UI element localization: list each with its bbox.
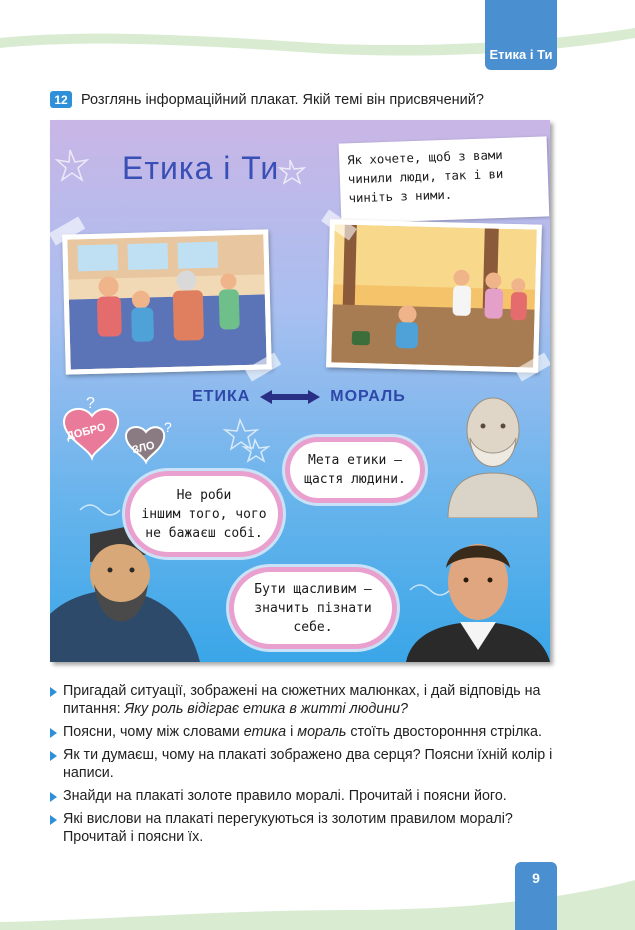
list-item-text: Пригадай ситуації, зображені на сюжетних малюнках, і дай відповідь на питання: bbox=[63, 683, 541, 717]
page-number: 9 bbox=[532, 870, 540, 886]
confucius-quote: Не роби іншим того, чого не бажаєш собі. bbox=[141, 487, 267, 541]
list-item-text: Як ти думаєш, чому на плакаті зображено два серця? Поясни їхній колір і написи. bbox=[63, 747, 553, 781]
park-scene-illustration bbox=[331, 224, 537, 367]
list-item-text: Поясни, чому між словами bbox=[63, 724, 244, 740]
skovoroda-quote-cloud bbox=[234, 572, 392, 644]
skovoroda-portrait bbox=[406, 532, 550, 662]
section-tab-label: Етика і Ти bbox=[489, 47, 553, 62]
aristotle-quote-cloud bbox=[290, 442, 420, 498]
list-item bbox=[50, 746, 562, 782]
skovoroda-quote: Бути щасливим — значить пізнати себе. bbox=[254, 581, 372, 635]
list-item-italic: Яку роль відіграє етика в житті людини? bbox=[124, 701, 408, 717]
task-number-badge: 12 bbox=[50, 91, 72, 108]
section-tab bbox=[485, 0, 557, 70]
ethics-word: ЕТИКА bbox=[192, 388, 251, 405]
heart-good-label: ДОБРО bbox=[65, 421, 107, 443]
list-item bbox=[50, 787, 562, 805]
park-scene-picture bbox=[326, 219, 542, 372]
list-item-text: стоїть двосторонння стрілка. bbox=[346, 724, 542, 740]
svg-text:?: ? bbox=[164, 419, 172, 435]
task-heading bbox=[50, 91, 484, 108]
bus-scene-illustration bbox=[67, 234, 266, 369]
list-item bbox=[50, 810, 562, 846]
info-poster bbox=[50, 120, 550, 662]
confucius-quote-cloud bbox=[130, 476, 278, 552]
aristotle-quote: Мета етики — щастя людини. bbox=[304, 453, 406, 487]
questions-list bbox=[50, 682, 562, 851]
list-item-italic: мораль bbox=[297, 724, 347, 740]
ethics-moral-row bbox=[192, 388, 406, 406]
list-item-text: Які вислови на плакаті перегукуються із золотим правилом моралі? Прочитай і поясни їх. bbox=[63, 811, 513, 845]
list-item bbox=[50, 723, 562, 741]
list-item-text: Знайди на плакаті золоте правило моралі. Прочитай і поясни його. bbox=[63, 788, 507, 804]
heart-evil-label: ЗЛО bbox=[130, 439, 157, 457]
poster-title: Етика і Ти bbox=[122, 150, 280, 186]
list-item bbox=[50, 682, 562, 718]
page-number-tab bbox=[515, 862, 557, 930]
svg-text:?: ? bbox=[86, 395, 95, 412]
golden-rule-note: Як хочете, щоб з вами чинили люди, так і ви чиніть з ними. bbox=[339, 136, 550, 223]
moral-word: МОРАЛЬ bbox=[330, 388, 406, 405]
list-item-italic: етика bbox=[243, 724, 287, 740]
double-arrow-icon bbox=[258, 389, 322, 405]
task-text: Розглянь інформаційний плакат. Якій темі він присвячений? bbox=[81, 91, 484, 108]
bus-scene-picture bbox=[62, 229, 272, 374]
list-item-text: і bbox=[286, 724, 298, 740]
aristotle-portrait bbox=[438, 388, 548, 518]
